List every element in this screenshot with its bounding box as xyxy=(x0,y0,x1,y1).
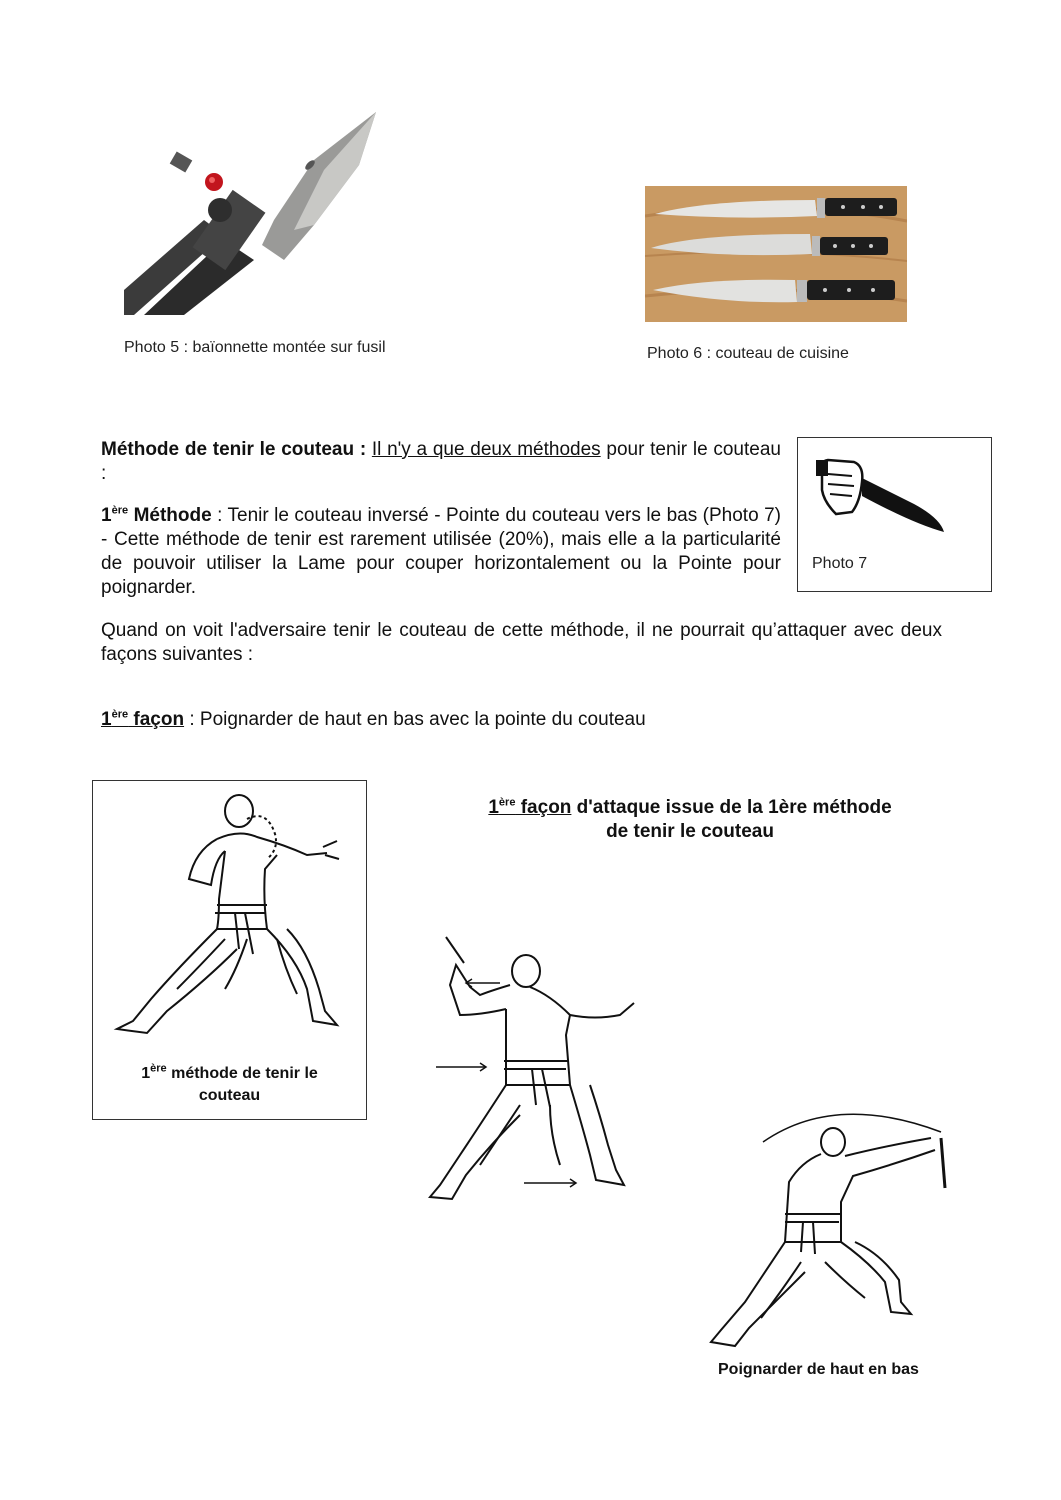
photo-7-hand-knife xyxy=(814,452,949,532)
photo-6-kitchen-knives xyxy=(645,186,907,322)
facon-1-figure-heading xyxy=(430,796,950,844)
method-1-figure-caption: 1ère méthode de tenir le couteau xyxy=(141,1062,318,1104)
photo-6-caption: Photo 6 : couteau de cuisine xyxy=(647,345,849,362)
method-1-text: : Tenir le couteau inversé - Pointe du couteau vers le bas (Photo 7) - Cette méthode de tenir est rarement utilisée (20%), mais elle a la particularité de pouvoir utiliser la Lame pour couper horizontalement ou la Pointe pour poignarder. xyxy=(101,505,782,598)
facon-1-paragraph xyxy=(101,708,942,732)
method-1-paragraph xyxy=(101,504,781,600)
intro-underlined: Il n'y a que deux méthodes xyxy=(371,439,601,460)
method-title-paragraph xyxy=(101,438,781,486)
heading-facon-label: 1ère façon xyxy=(488,796,572,818)
adversary-paragraph: Quand on voit l'adversaire tenir le couteau de cette méthode, il ne pourrait qu’attaquer avec deux façons suivantes : xyxy=(101,620,942,665)
stab-caption: Poignarder de haut en bas xyxy=(718,1361,919,1378)
method-1-figure-box xyxy=(92,780,367,1120)
photo-5-caption: Photo 5 : baïonnette montée sur fusil xyxy=(124,339,386,356)
facon-1-label: 1ère façon xyxy=(101,708,185,730)
heading-line2: de tenir le couteau xyxy=(606,821,774,842)
photo-7-box xyxy=(797,437,992,592)
method-1-label: 1ère Méthode xyxy=(101,504,212,526)
photo-7-caption: Photo 7 xyxy=(812,555,868,572)
attack-raise-illustration xyxy=(420,935,650,1205)
photo-5-bayonet xyxy=(124,110,380,315)
section-title: Méthode de tenir le couteau : xyxy=(101,439,367,460)
heading-rest: d'attaque issue de la 1ère méthode xyxy=(571,797,892,818)
karate-stance-illustration xyxy=(107,789,357,1051)
intro-rest: pour tenir le couteau : xyxy=(101,439,781,484)
facon-1-text: : Poignarder de haut en bas avec la pointe du couteau xyxy=(184,709,646,730)
attack-stab-illustration xyxy=(705,1102,955,1354)
